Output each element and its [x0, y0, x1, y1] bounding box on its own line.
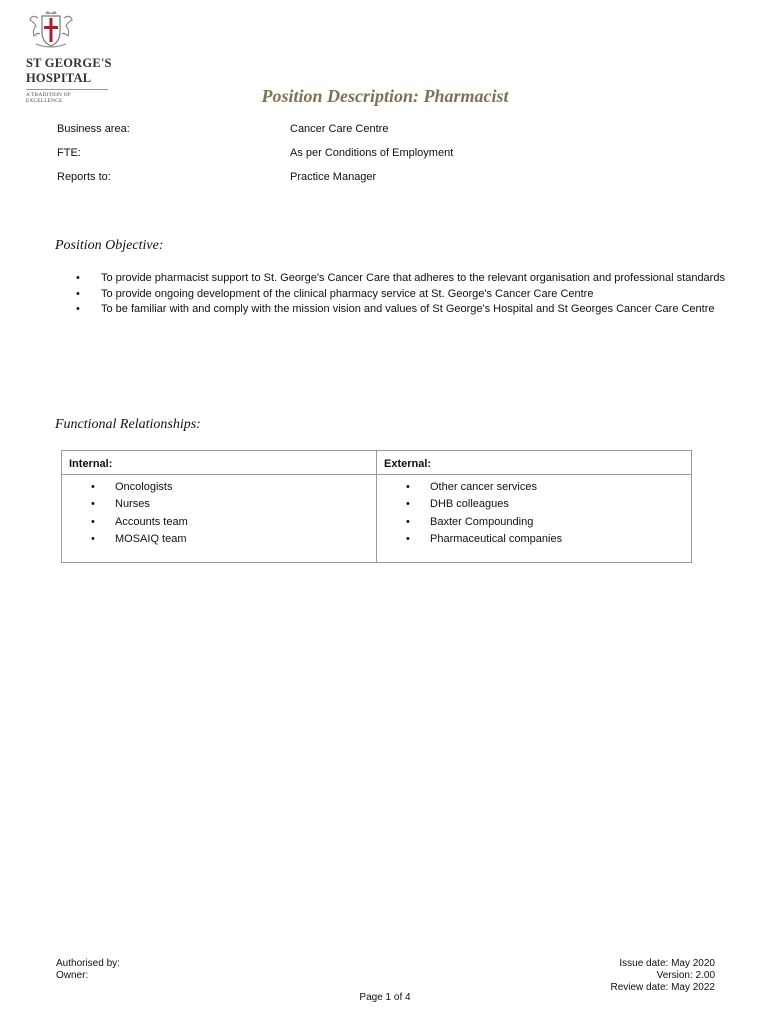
issue-date: Issue date: May 2020: [619, 958, 715, 969]
position-objective-heading: Position Objective:: [55, 238, 164, 253]
info-label: FTE:: [57, 147, 81, 159]
info-value: Cancer Care Centre: [290, 123, 389, 135]
column-divider: [376, 451, 377, 562]
list-item: [406, 496, 562, 513]
external-item: Pharmaceutical companies: [430, 532, 563, 545]
internal-item: Nurses: [115, 498, 150, 511]
list-item: [91, 531, 188, 548]
bullet-icon: •: [76, 272, 80, 284]
bullet-icon: •: [76, 303, 80, 315]
internal-header: Internal:: [69, 458, 113, 470]
objective-list: [76, 271, 726, 318]
info-label: Business area:: [57, 123, 130, 135]
bullet-icon: •: [406, 498, 410, 511]
internal-list: [91, 479, 188, 548]
list-item: [76, 271, 726, 287]
list-item: [91, 514, 188, 531]
internal-item: Oncologists: [115, 481, 173, 493]
list-item: [406, 479, 562, 496]
logo-tagline: A TRADITION OF EXCELLENCE: [26, 89, 108, 104]
page-number: Page 1 of 4: [359, 992, 411, 1003]
bullet-icon: •: [91, 498, 95, 511]
external-item: DHB colleagues: [430, 498, 509, 511]
list-item: [406, 531, 562, 548]
bullet-icon: •: [406, 515, 410, 528]
bullet-icon: •: [91, 515, 95, 528]
objective-text: To provide pharmacist support to St. George's Cancer Care that adheres to the relevant organisation and professional standards: [101, 272, 725, 284]
functional-relationships-heading: Functional Relationships:: [55, 417, 201, 432]
document-title: Position Description: Pharmacist: [261, 86, 509, 106]
external-list: [406, 479, 562, 548]
objective-text: To provide ongoing development of the clinical pharmacy service at St. George's Cancer Care Centre: [101, 287, 594, 300]
list-item: [91, 479, 188, 496]
external-item: Other cancer services: [430, 481, 537, 493]
bullet-icon: •: [406, 481, 410, 493]
authorised-by-label: Authorised by:: [56, 958, 120, 969]
external-header: External:: [384, 458, 432, 470]
bullet-icon: •: [91, 481, 95, 493]
logo-name-line2: HOSPITAL: [26, 71, 92, 85]
logo-name-line1: ST GEORGE'S: [26, 56, 112, 70]
list-item: [76, 287, 726, 303]
internal-item: MOSAIQ team: [115, 532, 187, 545]
info-value: As per Conditions of Employment: [290, 147, 454, 159]
bullet-icon: •: [406, 532, 410, 545]
objective-text: To be familiar with and comply with the mission vision and values of St George's Hospital and St Georges Cancer Care Centre: [101, 303, 715, 315]
info-value: Practice Manager: [290, 171, 377, 183]
list-item: [406, 514, 562, 531]
bullet-icon: •: [91, 532, 95, 545]
hospital-crest-icon: [26, 10, 76, 50]
review-date: Review date: May 2022: [610, 982, 715, 993]
internal-item: Accounts team: [115, 515, 188, 528]
info-label: Reports to:: [57, 171, 111, 183]
relationships-table: [61, 450, 692, 563]
footer-authorisation: [56, 958, 120, 982]
external-item: Baxter Compounding: [430, 515, 534, 528]
footer-document-info: [610, 958, 715, 994]
list-item: [76, 302, 726, 318]
owner-label: Owner:: [56, 970, 89, 981]
bullet-icon: •: [76, 287, 80, 300]
list-item: [91, 496, 188, 513]
version: Version: 2.00: [656, 970, 715, 981]
